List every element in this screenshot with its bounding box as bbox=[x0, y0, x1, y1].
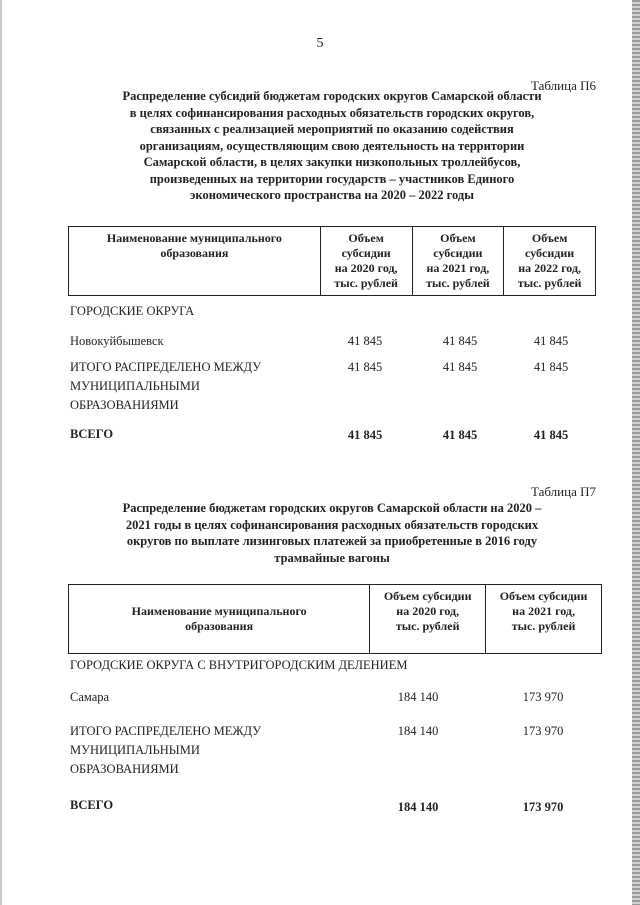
page-number: 5 bbox=[316, 36, 324, 51]
header-2021: Объем субсидии на 2021 год, тыс. рублей bbox=[486, 585, 602, 654]
row-value-2021: 173 970 bbox=[522, 724, 564, 738]
row-value-2022: 41 845 bbox=[533, 334, 569, 348]
scan-edge-right bbox=[632, 0, 640, 905]
header-2022: Объем субсидии на 2022 год, тыс. рублей bbox=[504, 227, 596, 296]
total-value-2022: 41 845 bbox=[533, 428, 569, 442]
table-p7-label: Таблица П7 bbox=[531, 484, 596, 499]
table-p6-header bbox=[68, 226, 596, 296]
table-p6-title bbox=[62, 88, 602, 204]
title-line: 2021 годы в целях софинансирования расходных обязательств городских bbox=[125, 517, 539, 532]
section-label: ГОРОДСКИЕ ОКРУГА bbox=[70, 304, 195, 318]
row-value-2020: 184 140 bbox=[397, 690, 439, 704]
title-line: организациям, осуществляющим свою деятельность на территории bbox=[139, 138, 525, 153]
table-p6-label: Таблица П6 bbox=[531, 78, 596, 93]
header-name: Наименование муниципального образования bbox=[69, 585, 370, 654]
title-line: трамвайные вагоны bbox=[274, 550, 390, 565]
title-line: экономического пространства на 2020 – 2022 годы bbox=[190, 188, 474, 202]
title-line: связанных с реализацией мероприятий по оказанию содействия bbox=[150, 122, 514, 136]
header-2020: Объем субсидии на 2020 год, тыс. рублей bbox=[320, 227, 412, 296]
row-value-2021: 173 970 bbox=[522, 690, 564, 704]
row-name: Новокуйбышевск bbox=[70, 334, 164, 348]
header-2020: Объем субсидии на 2020 год, тыс. рублей bbox=[370, 585, 486, 654]
total-value-2020: 41 845 bbox=[347, 428, 383, 442]
row-value-2020: 41 845 bbox=[347, 360, 383, 374]
row-value-2020: 184 140 bbox=[397, 724, 439, 738]
table-p7-header bbox=[68, 584, 602, 654]
row-value-2021: 41 845 bbox=[442, 334, 478, 348]
title-line: Распределение бюджетам городских округов Самарской области на 2020 – bbox=[122, 501, 542, 515]
title-line: Распределение субсидий бюджетам городских округов Самарской области bbox=[122, 89, 542, 103]
title-line: произведенных на территории государств – участников Единого bbox=[149, 171, 515, 186]
row-value-2021: 41 845 bbox=[442, 360, 478, 374]
section-label: ГОРОДСКИЕ ОКРУГА С ВНУТРИГОРОДСКИМ ДЕЛЕНИЕМ bbox=[70, 658, 408, 672]
row-name: ИТОГО РАСПРЕДЕЛЕНО МЕЖДУ МУНИЦИПАЛЬНЫМИ ОБРАЗОВАНИЯМИ bbox=[70, 724, 262, 776]
total-value-2021: 41 845 bbox=[442, 428, 478, 442]
header-2021: Объем субсидии на 2021 год, тыс. рублей bbox=[412, 227, 504, 296]
row-name: Самара bbox=[70, 690, 110, 704]
row-value-2022: 41 845 bbox=[533, 360, 569, 374]
total-label: ВСЕГО bbox=[70, 427, 114, 441]
total-label: ВСЕГО bbox=[70, 798, 114, 812]
total-value-2021: 173 970 bbox=[522, 800, 564, 814]
row-name: ИТОГО РАСПРЕДЕЛЕНО МЕЖДУ МУНИЦИПАЛЬНЫМИ ОБРАЗОВАНИЯМИ bbox=[70, 360, 262, 412]
title-line: округов по выплате лизинговых платежей за приобретенные в 2016 году bbox=[126, 534, 538, 548]
row-value-2020: 41 845 bbox=[347, 334, 383, 348]
total-value-2020: 184 140 bbox=[397, 800, 439, 814]
title-line: в целях софинансирования расходных обязательств городских округов, bbox=[129, 105, 535, 120]
header-name: Наименование муниципального образования bbox=[69, 227, 321, 296]
title-line: Самарской области, в целях закупки низкопольных троллейбусов, bbox=[143, 155, 521, 169]
scan-edge-left bbox=[0, 0, 2, 905]
table-p7-title bbox=[62, 500, 602, 566]
